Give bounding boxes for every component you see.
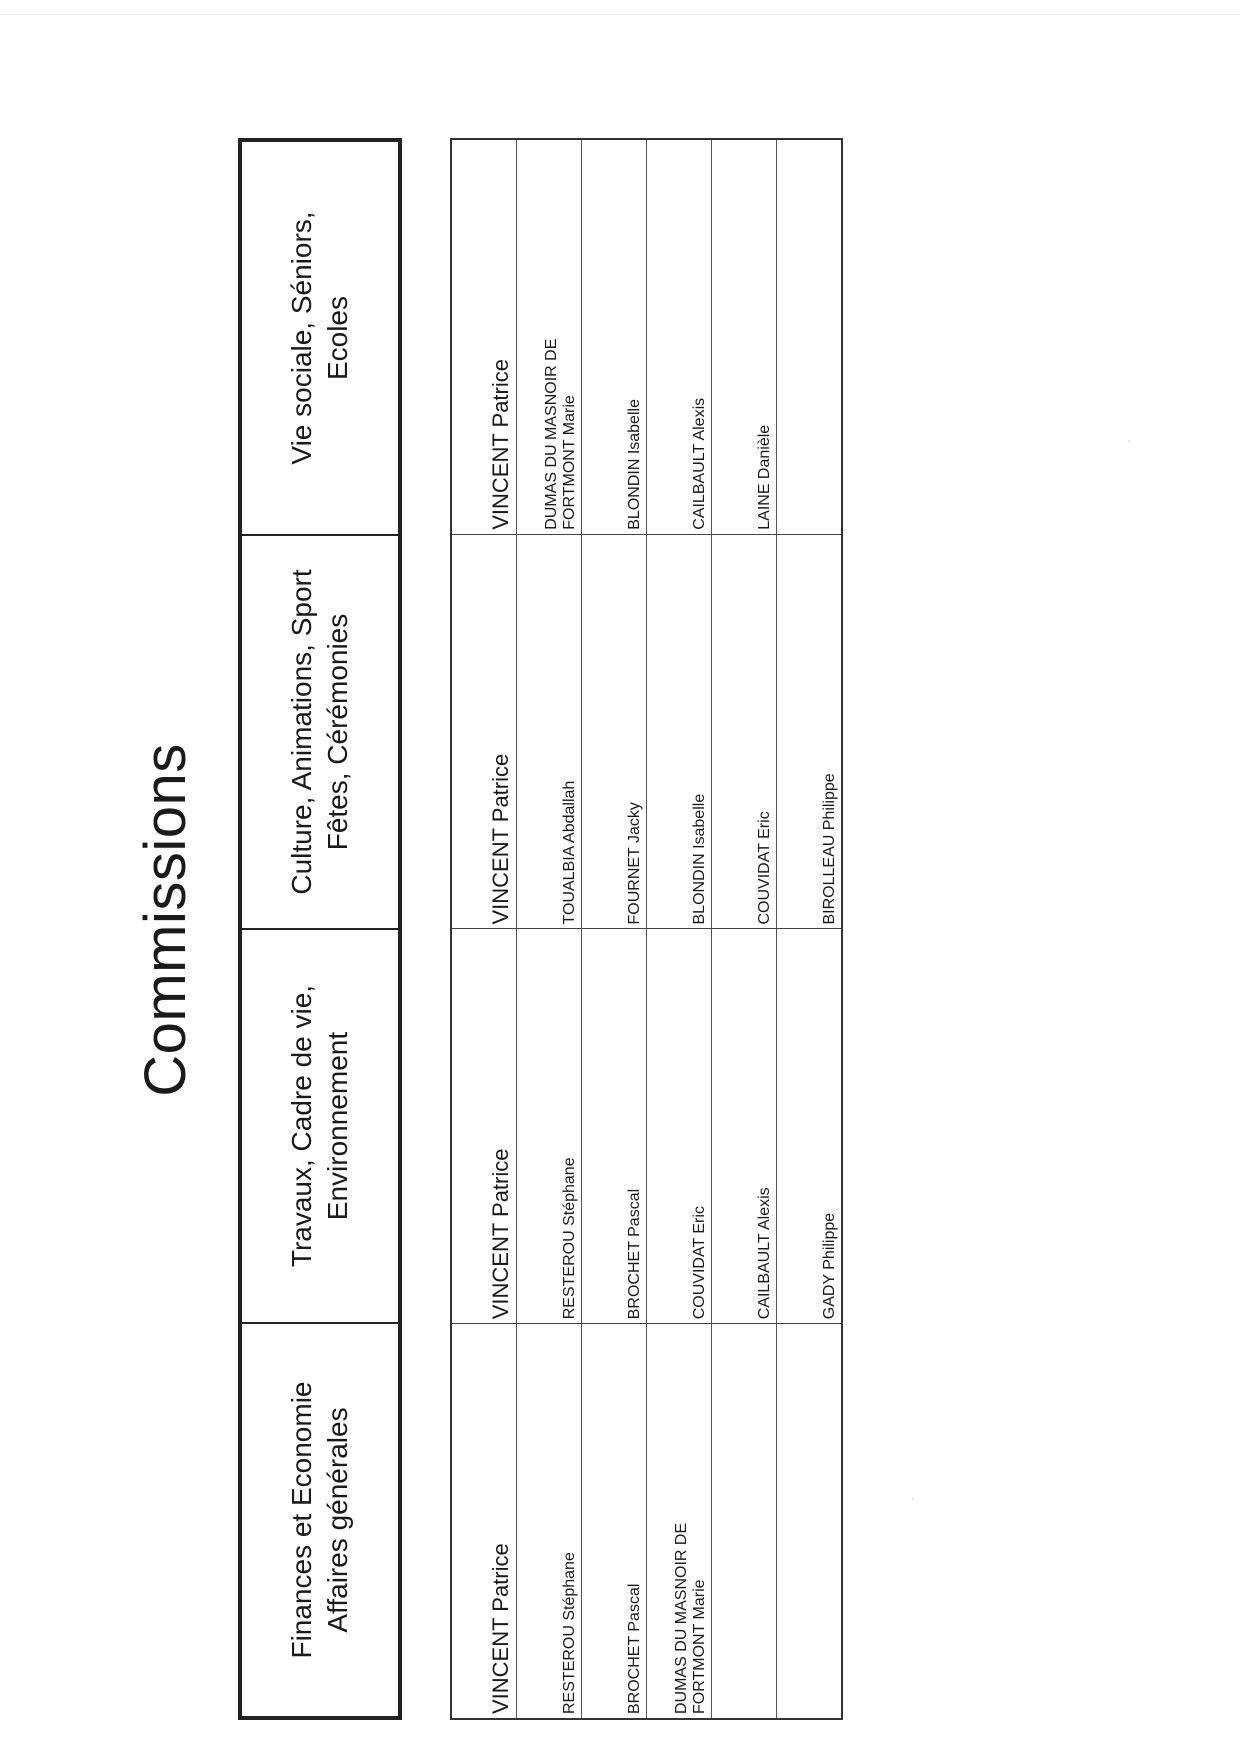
member-cell: CAILBAULT Alexis bbox=[711, 930, 776, 1324]
member-cell: VINCENT Patrice bbox=[488, 359, 513, 530]
scan-top-edge bbox=[0, 14, 1240, 15]
header-finances: Finances et Economie Affaires générales bbox=[286, 1381, 353, 1659]
scan-speck bbox=[912, 1498, 914, 1500]
member-cell: CAILBAULT Alexis bbox=[646, 140, 711, 534]
member-cell: LAINE Danièle bbox=[711, 140, 776, 534]
member-cell: COUVIDAT Eric bbox=[646, 930, 711, 1324]
member-cell: TOUALBIA Abdallah bbox=[516, 535, 581, 929]
scan-speck bbox=[1128, 440, 1130, 442]
member-cell bbox=[776, 1324, 841, 1718]
member-cell: BROCHET Pascal bbox=[581, 1324, 646, 1718]
member-cell: BLONDIN Isabelle bbox=[646, 535, 711, 929]
member-cell bbox=[711, 1324, 776, 1718]
member-cell: VINCENT Patrice bbox=[488, 1543, 513, 1714]
page-title: Commissions bbox=[133, 743, 198, 1097]
column-finances bbox=[452, 1324, 841, 1718]
member-cell: FOURNET Jacky bbox=[581, 535, 646, 929]
members-table bbox=[450, 138, 843, 1720]
member-cell: BIROLLEAU Philippe bbox=[776, 535, 841, 929]
member-cell: GADY Philippe bbox=[776, 930, 841, 1324]
member-cell: VINCENT Patrice bbox=[488, 753, 513, 925]
member-cell: RESTEROU Stéphane bbox=[516, 930, 581, 1324]
column-culture bbox=[452, 535, 841, 930]
header-culture: Culture, Animations, Sport Fêtes, Cérémonies bbox=[242, 536, 398, 930]
member-cell: RESTEROU Stéphane bbox=[516, 1324, 581, 1718]
column-vie-sociale bbox=[452, 140, 841, 535]
header-travaux: Travaux, Cadre de vie, Environnement bbox=[242, 930, 398, 1324]
member-cell: VINCENT Patrice bbox=[488, 1148, 513, 1320]
member-cell: BROCHET Pascal bbox=[581, 930, 646, 1324]
member-cell: DUMAS DU MASNOIR DE FORTMONT Marie bbox=[646, 1324, 711, 1718]
member-cell: DUMAS DU MASNOIR DE FORTMONT Marie bbox=[516, 140, 581, 534]
member-cell: BLONDIN Isabelle bbox=[581, 140, 646, 534]
member-cell bbox=[776, 140, 841, 534]
header-vie-sociale: Vie sociale, Séniors, Ecoles bbox=[242, 142, 398, 536]
commission-header-row bbox=[238, 138, 402, 1720]
column-travaux bbox=[452, 930, 841, 1325]
rotated-page bbox=[100, 120, 900, 1720]
member-cell: COUVIDAT Eric bbox=[711, 535, 776, 929]
